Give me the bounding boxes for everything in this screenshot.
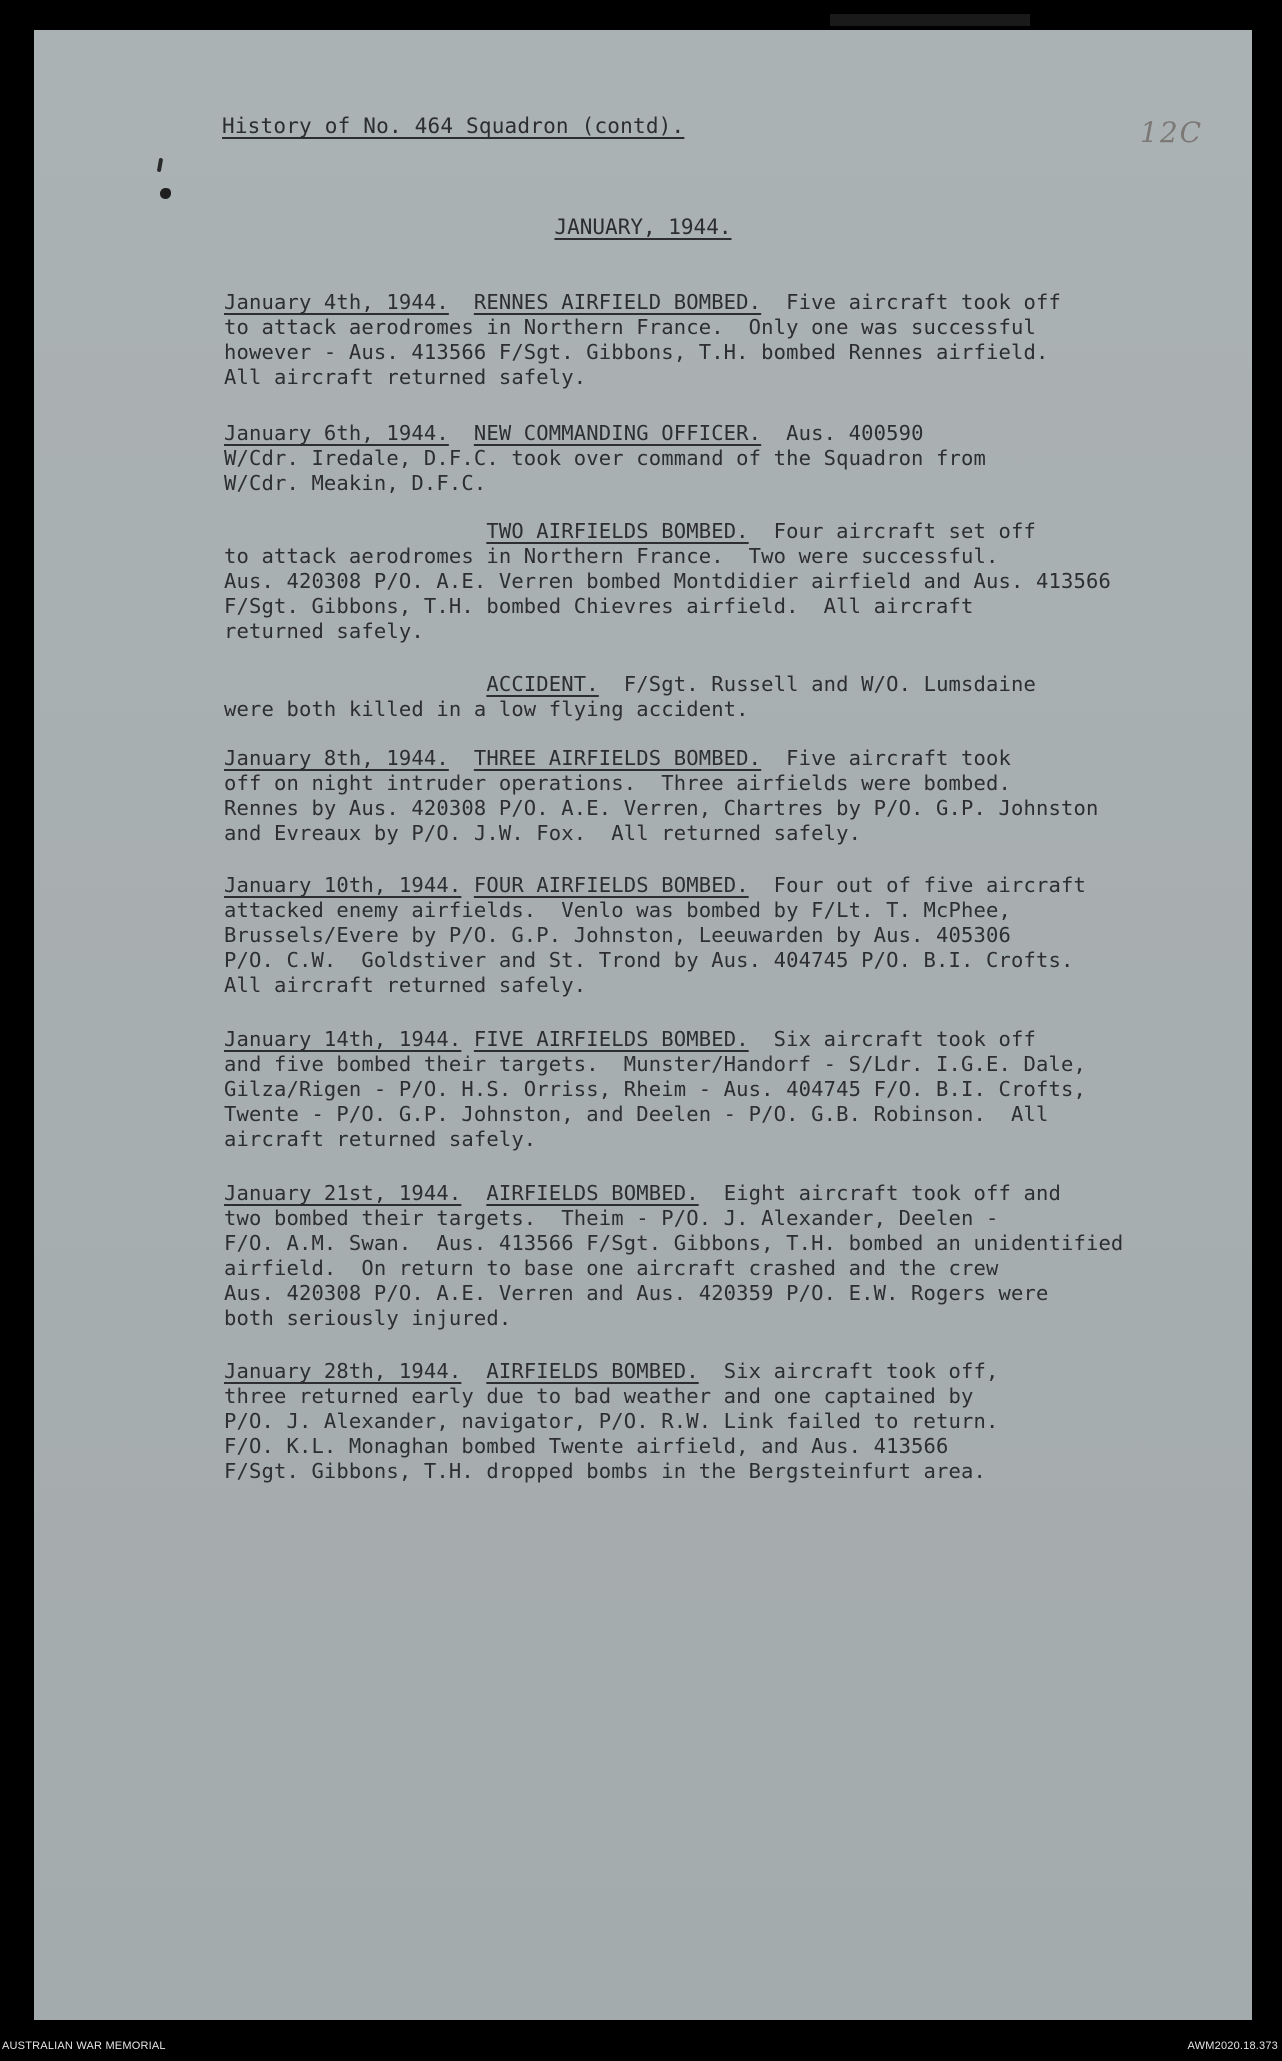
- entry-heading: AIRFIELDS BOMBED.: [486, 1359, 699, 1383]
- page-header: History of No. 464 Squadron (contd).: [222, 114, 685, 138]
- entry-first-line: F/Sgt. Russell and W/O. Lumsdaine: [598, 672, 1037, 696]
- entry-heading: FOUR AIRFIELDS BOMBED.: [473, 873, 749, 897]
- month-heading: JANUARY, 1944.: [554, 215, 732, 239]
- entry-body: were both killed in a low flying accident.: [224, 697, 749, 721]
- entry-date: January 21st, 1944.: [224, 1181, 462, 1205]
- entry-two-airfields: [224, 519, 1204, 644]
- entry-jan-21: [224, 1181, 1204, 1331]
- folio-number: 12C: [1140, 116, 1204, 149]
- entry-jan-28: [224, 1359, 1204, 1484]
- entry-heading: FIVE AIRFIELDS BOMBED.: [473, 1027, 749, 1051]
- entry-body: to attack aerodromes in Northern France. Only one was successful however - Aus. 413566 F/Sgt. Gibbons, T.H. bombed Rennes airfield. All aircraft returned safely.: [224, 315, 1049, 389]
- entry-first-line: Five aircraft took off: [761, 290, 1061, 314]
- ink-blot: [160, 188, 171, 199]
- entry-jan-6: [224, 421, 1204, 496]
- entry-heading: TWO AIRFIELDS BOMBED.: [486, 519, 749, 543]
- top-edge-strip: [830, 14, 1030, 26]
- entry-first-line: Eight aircraft took off and: [698, 1181, 1061, 1205]
- document-page: [34, 30, 1252, 2020]
- entry-jan-14: [224, 1027, 1204, 1152]
- entry-first-line: Six aircraft took off,: [698, 1359, 999, 1383]
- entry-date: January 4th, 1944.: [224, 290, 449, 314]
- entry-body: W/Cdr. Iredale, D.F.C. took over command of the Squadron from W/Cdr. Meakin, D.F.C.: [224, 446, 987, 495]
- entry-heading: ACCIDENT.: [486, 672, 599, 696]
- entry-body: attacked enemy airfields. Venlo was bombed by F/Lt. T. McPhee, Brussels/Evere by P/O. G.P. Johnston, Leeuwarden by Aus. 405306 P/O. C.W. Goldstiver and St. Trond by Aus. 404745 P/O. B.I. Crofts. All aircraft returned safely.: [224, 898, 1074, 997]
- entry-date: January 8th, 1944.: [224, 746, 449, 770]
- entry-body: and five bombed their targets. Munster/Handorf - S/Ldr. I.G.E. Dale, Gilza/Rigen - P/O. H.S. Orriss, Rheim - Aus. 404745 F/O. B.I. Crofts, Twente - P/O. G.P. Johnston, and Deelen - P/O. G.B. Robinson. All aircraft returned safely.: [224, 1052, 1086, 1151]
- entry-date: January 10th, 1944.: [224, 873, 462, 897]
- entry-indent: [224, 672, 486, 696]
- entry-date: January 14th, 1944.: [224, 1027, 462, 1051]
- ink-mark: [157, 158, 163, 172]
- entry-first-line: Aus. 400590: [761, 421, 924, 445]
- entry-heading: RENNES AIRFIELD BOMBED.: [473, 290, 762, 314]
- entry-body: two bombed their targets. Theim - P/O. J. Alexander, Deelen - F/O. A.M. Swan. Aus. 413566 F/Sgt. Gibbons, T.H. bombed an unidentified airfield. On return to base one aircraft crashed and the crew Aus. 420308 P/O. A.E. Verren and Aus. 420359 P/O. E.W. Rogers were both seriously injured.: [224, 1206, 1124, 1330]
- entry-first-line: Five aircraft took: [761, 746, 1012, 770]
- entry-accident: [224, 672, 1204, 722]
- entry-first-line: Four aircraft set off: [748, 519, 1037, 543]
- footer-source: AUSTRALIAN WAR MEMORIAL: [2, 2040, 166, 2052]
- entry-jan-4: [224, 290, 1204, 390]
- entry-body: off on night intruder operations. Three airfields were bombed. Rennes by Aus. 420308 P/O. A.E. Verren, Chartres by P/O. G.P. Johnston and Evreaux by P/O. J.W. Fox. All returned safely.: [224, 771, 1099, 845]
- entry-indent: [224, 519, 486, 543]
- entry-heading: THREE AIRFIELDS BOMBED.: [473, 746, 762, 770]
- entry-jan-8: [224, 746, 1204, 846]
- footer-reference: AWM2020.18.373: [1187, 2040, 1278, 2052]
- entry-date: January 6th, 1944.: [224, 421, 449, 445]
- entry-heading: NEW COMMANDING OFFICER.: [473, 421, 762, 445]
- entry-body: three returned early due to bad weather and one captained by P/O. J. Alexander, navigator, P/O. R.W. Link failed to return. F/O. K.L. Monaghan bombed Twente airfield, and Aus. 413566 F/Sgt. Gibbons, T.H. dropped bombs in the Bergsteinfurt area.: [224, 1384, 999, 1483]
- entry-first-line: Four out of five aircraft: [748, 873, 1086, 897]
- entry-heading: AIRFIELDS BOMBED.: [486, 1181, 699, 1205]
- entry-body: to attack aerodromes in Northern France. Two were successful. Aus. 420308 P/O. A.E. Verren bombed Montdidier airfield and Aus. 413566 F/Sgt. Gibbons, T.H. bombed Chievres airfield. All aircraft returned safely.: [224, 544, 1111, 643]
- entry-jan-10: [224, 873, 1204, 998]
- entry-first-line: Six aircraft took off: [748, 1027, 1037, 1051]
- entry-date: January 28th, 1944.: [224, 1359, 462, 1383]
